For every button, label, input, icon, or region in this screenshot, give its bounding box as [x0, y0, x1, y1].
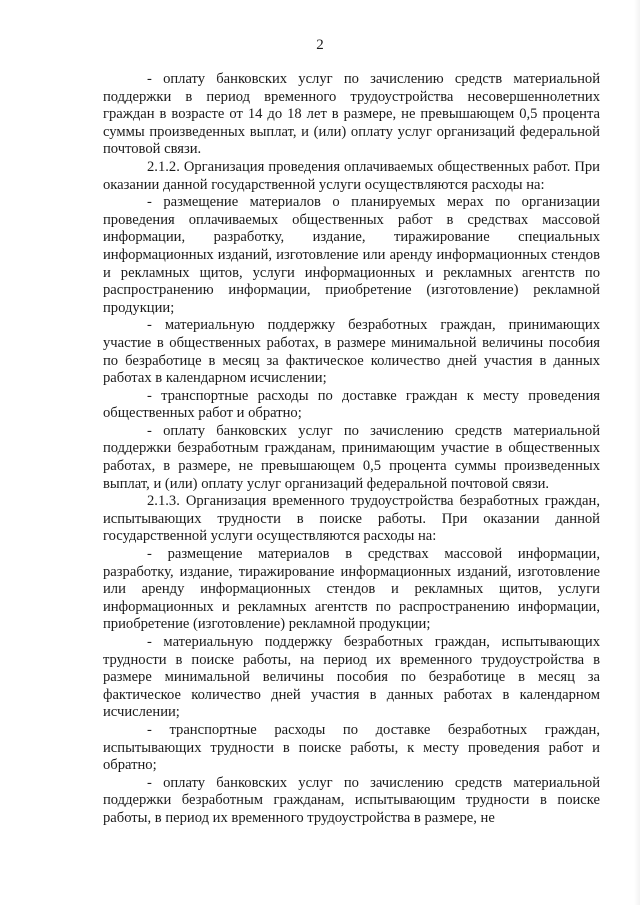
page-number: 2	[316, 37, 324, 53]
paragraph-public-works-support: - материальную поддержку безработных граждан, принимающих участие в общественных работах, в размере минимальной величины пособия по безработице в месяц за фактическое количество дней участия в данных работах в календарном исчислении;	[103, 317, 600, 387]
paragraph-section-2-1-2-heading: 2.1.2. Организация проведения оплачиваемых общественных работ. При оказании данной государственной услуги осуществляются расходы на:	[103, 158, 600, 193]
paragraph-bank-fees-minors: - оплату банковских услуг по зачислению средств материальной поддержки в период временного трудоустройства несовершеннолетних граждан в возрасте от 14 до 18 лет в размере, не превышающем 0,5 процента суммы произведенных выплат, и (или) оплату услуг организаций федеральной почтовой связи.	[103, 71, 600, 158]
paragraph-public-works-media: - размещение материалов о планируемых мерах по организации проведения оплачиваемых общественных работ в средствах массовой информации, разработку, издание, тиражирование специальных информационных изданий, изготовление или аренду информационных стендов и рекламных щитов, услуги информационных и рекламных агентств по распространению информации, приобретение (изготовление) рекламной продукции;	[103, 194, 600, 316]
paragraph-temp-employment-bank-fees: - оплату банковских услуг по зачислению средств материальной поддержки безработным гражданам, испытывающим трудности в поиске работы, в период их временного трудоустройства в размере, не	[103, 774, 600, 826]
paragraph-temp-employment-media: - размещение материалов в средствах массовой информации, разработку, издание, тиражирование информационных изданий, изготовление или аренду информационных стендов и рекламных щитов, услуги информационных и рекламных агентств по распространению информации, приобретение (изготовление) рекламной продукции;	[103, 546, 600, 633]
body-text	[103, 71, 600, 828]
paragraph-public-works-transport: - транспортные расходы по доставке граждан к месту проведения общественных работ и обратно;	[103, 387, 600, 422]
paragraph-temp-employment-transport: - транспортные расходы по доставке безработных граждан, испытывающих трудности в поиске работы, к месту проведения работ и обратно;	[103, 721, 600, 774]
paragraph-section-2-1-3-heading: 2.1.3. Организация временного трудоустройства безработных граждан, испытывающих трудности в поиске работы. При оказании данной государственной услуги осуществляются расходы на:	[103, 493, 600, 545]
scan-edge-shadow	[634, 0, 640, 905]
paragraph-public-works-bank-fees: - оплату банковских услуг по зачислению средств материальной поддержки безработным гражданам, принимающим участие в общественных работах, в размере, не превышающем 0,5 процента суммы произведенных выплат, и (или) оплату услуг организаций федеральной почтовой связи.	[103, 422, 600, 492]
paragraph-temp-employment-support: - материальную поддержку безработных граждан, испытывающих трудности в поиске работы, на период их временного трудоустройства в размере минимальной величины пособия по безработице в месяц за фактическое количество дней участия в данных работах в календарном исчислении;	[103, 634, 600, 721]
